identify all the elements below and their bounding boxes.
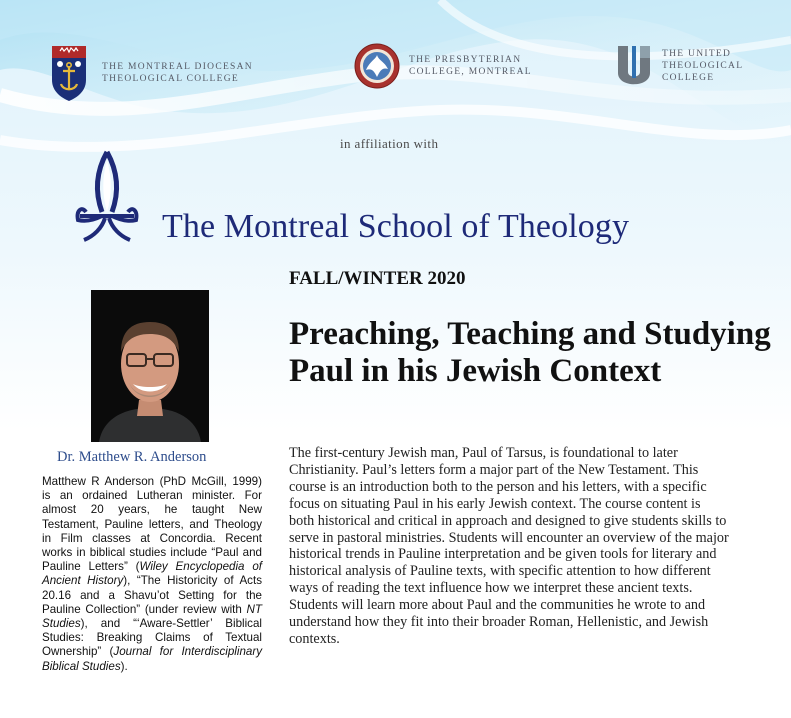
diocesan-shield-icon [50, 44, 88, 102]
bio-text: Matthew R Anderson (PhD McGill, 1999) is an ordained Lutheran minister. For almost 20 years, he taught New Testament, Pauline letters, and Theology in Film classes at Concordia. Recent works in biblical studies include “Paul and Pauline Letters” ( [42, 475, 262, 574]
college-name: THE MONTREAL DIOCESAN THEOLOGICAL COLLEGE [102, 62, 253, 84]
college-montreal-diocesan [50, 44, 253, 102]
course-description: The first-century Jewish man, Paul of Tarsus, is foundational to later Christianity. Paul’s letters form a major part of the New Testament. This course is an introduction both to the person and his letters, with a specific focus on situating Paul in his early Jewish context. The course content is both historical and critical in approach and designed to give students skills to serve in pastoral ministries. Students will encounter an overview of the major historical trends in Pauline interpretation and be given tools for literary and historical analysis of Pauline texts, with specific attention to how different ways of reading the text influence how we interpret these ancient texts. Students will learn more about Paul and the communities he wrote to and understand how they fit into their broader Roman, Hellenistic, and Jewish contexts. [289, 445, 729, 647]
college-name: THE UNITED THEOLOGICAL COLLEGE [662, 49, 744, 83]
college-united-theological [614, 42, 743, 90]
bio-text: ), “The Historicity of Acts 20.16 and a Shavu’ot Setting for the Pauline Collection” (under review with [42, 574, 262, 616]
united-u-icon [614, 42, 654, 90]
bio-reference-title: Journal for Interdisciplinary Biblical Studies [42, 645, 262, 673]
bio-text: ). [120, 659, 128, 673]
instructor-photo [91, 290, 209, 442]
college-presbyterian [354, 43, 532, 89]
bio-reference-title: Wiley Encyclopedia of Ancient History [42, 560, 262, 588]
college-name: THE PRESBYTERIAN COLLEGE, MONTREAL [409, 55, 532, 77]
school-title: The Montreal School of Theology [162, 208, 630, 245]
instructor-bio [42, 475, 262, 674]
bio-reference-title: NT Studies [42, 602, 262, 631]
term-label: FALL/WINTER 2020 [289, 268, 466, 289]
instructor-caption: Dr. Matthew R. Anderson [57, 449, 207, 465]
affiliation-text: in affiliation with [340, 136, 439, 151]
fleur-de-lis-icon [72, 150, 142, 246]
presbyterian-seal-icon [354, 43, 400, 89]
course-title: Preaching, Teaching and Studying Paul in his Jewish Context [289, 316, 771, 389]
bio-text: ), and “‘Aware-Settler’ Biblical Studies: Breaking Claims of Textual Ownership” ( [42, 617, 262, 659]
